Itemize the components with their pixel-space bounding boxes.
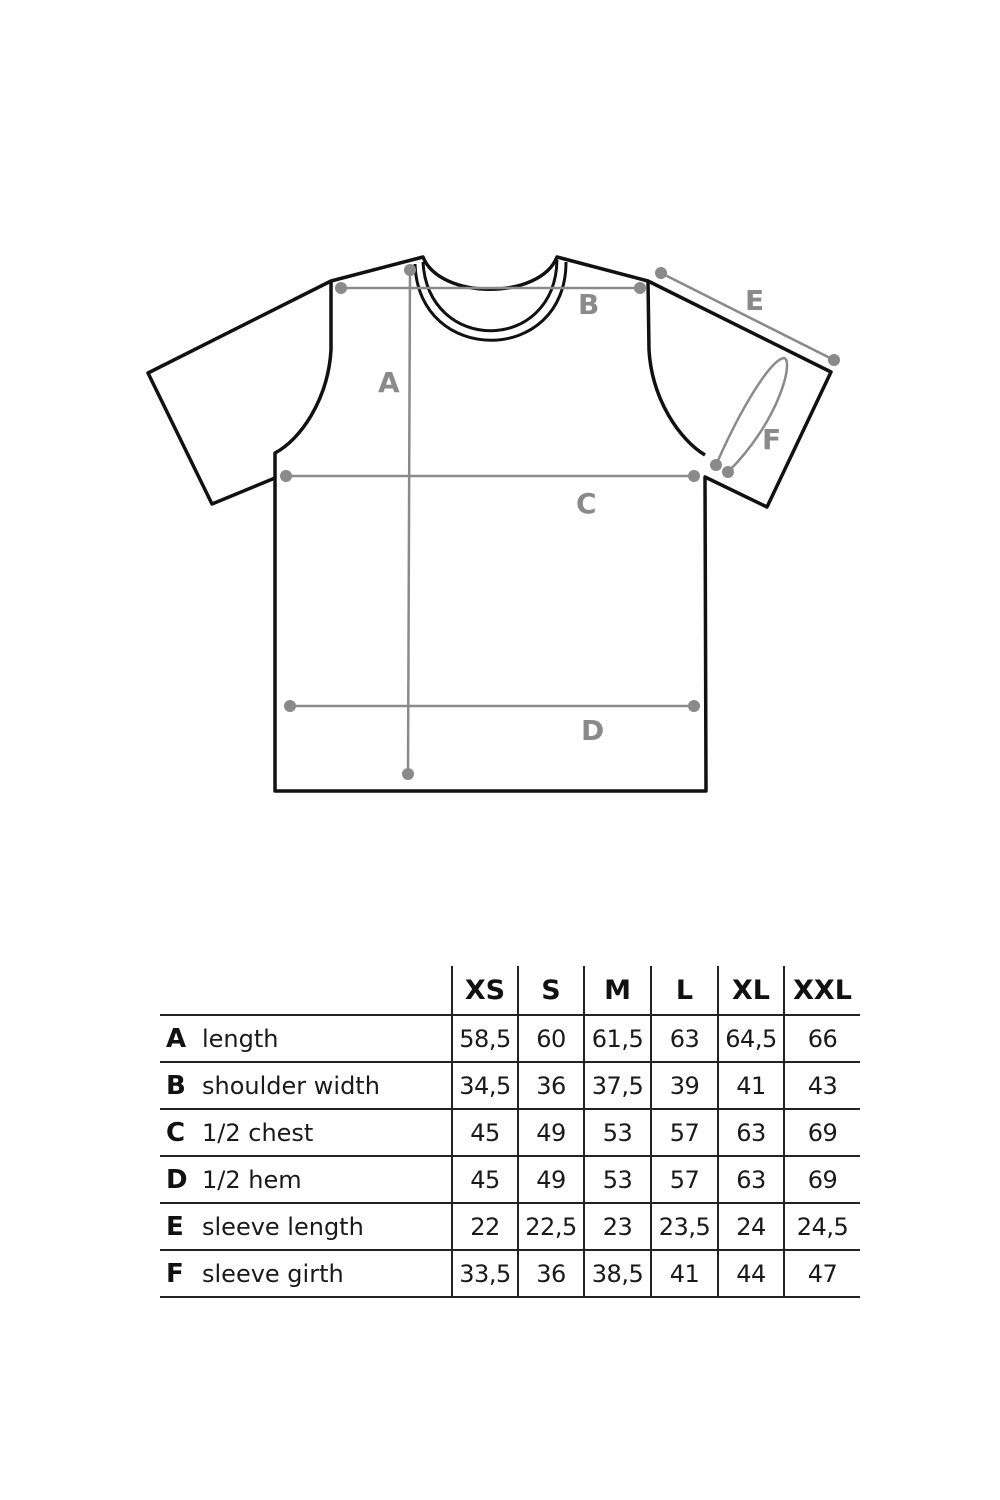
value-cell: 41 xyxy=(718,1062,784,1109)
table-row xyxy=(160,1156,860,1203)
value-cell: 69 xyxy=(784,1109,860,1156)
tshirt-outline xyxy=(275,257,831,791)
value-cell: 44 xyxy=(718,1250,784,1297)
size-table xyxy=(160,966,860,1298)
measure-e-start-dot xyxy=(655,267,667,279)
measure-name: shoulder width xyxy=(202,1071,380,1100)
measure-name-cell xyxy=(160,1109,452,1156)
measure-c-right-dot xyxy=(688,470,700,482)
measure-e-end-dot xyxy=(828,354,840,366)
measure-letter: D xyxy=(166,1164,188,1195)
table-row xyxy=(160,1109,860,1156)
size-header: XXL xyxy=(784,966,860,1015)
size-header: XS xyxy=(452,966,518,1015)
measure-name-cell xyxy=(160,1203,452,1250)
value-cell: 36 xyxy=(518,1062,584,1109)
value-cell: 64,5 xyxy=(718,1015,784,1062)
measure-letter: A xyxy=(166,1023,187,1054)
measure-name-cell xyxy=(160,1015,452,1062)
value-cell: 23 xyxy=(584,1203,651,1250)
label-a: A xyxy=(378,366,400,399)
measure-name-cell xyxy=(160,1156,452,1203)
measure-d-right-dot xyxy=(688,700,700,712)
measure-letter: F xyxy=(166,1258,184,1289)
measure-name-cell xyxy=(160,1062,452,1109)
size-header-row xyxy=(160,966,860,1015)
value-cell: 34,5 xyxy=(452,1062,518,1109)
label-e: E xyxy=(745,284,765,317)
measure-b-right-dot xyxy=(634,282,646,294)
measure-a-top-dot xyxy=(404,264,416,276)
measure-f-dot-2 xyxy=(722,466,734,478)
value-cell: 63 xyxy=(651,1015,718,1062)
measure-letter: B xyxy=(166,1070,186,1101)
measure-letter: E xyxy=(166,1211,184,1242)
value-cell: 49 xyxy=(518,1109,584,1156)
value-cell: 37,5 xyxy=(584,1062,651,1109)
measure-d-left-dot xyxy=(284,700,296,712)
value-cell: 66 xyxy=(784,1015,860,1062)
table-row xyxy=(160,1203,860,1250)
value-cell: 43 xyxy=(784,1062,860,1109)
value-cell: 63 xyxy=(718,1109,784,1156)
value-cell: 61,5 xyxy=(584,1015,651,1062)
value-cell: 36 xyxy=(518,1250,584,1297)
value-cell: 53 xyxy=(584,1109,651,1156)
value-cell: 23,5 xyxy=(651,1203,718,1250)
measure-letter: C xyxy=(166,1117,186,1148)
size-header: M xyxy=(584,966,651,1015)
value-cell: 53 xyxy=(584,1156,651,1203)
value-cell: 24 xyxy=(718,1203,784,1250)
value-cell: 22 xyxy=(452,1203,518,1250)
measure-name: 1/2 hem xyxy=(202,1165,302,1194)
table-row xyxy=(160,1015,860,1062)
label-f: F xyxy=(762,423,782,456)
size-header: S xyxy=(518,966,584,1015)
value-cell: 22,5 xyxy=(518,1203,584,1250)
label-d: D xyxy=(581,714,605,747)
measure-name: 1/2 chest xyxy=(202,1118,314,1147)
measure-name: sleeve girth xyxy=(202,1259,344,1288)
value-cell: 45 xyxy=(452,1156,518,1203)
value-cell: 39 xyxy=(651,1062,718,1109)
measure-name-cell xyxy=(160,1250,452,1297)
table-row xyxy=(160,1062,860,1109)
measure-b-left-dot xyxy=(335,282,347,294)
value-cell: 69 xyxy=(784,1156,860,1203)
measure-name: length xyxy=(202,1024,279,1053)
measure-f-dot-1 xyxy=(710,459,722,471)
label-b: B xyxy=(578,288,600,321)
value-cell: 45 xyxy=(452,1109,518,1156)
measure-name: sleeve length xyxy=(202,1212,364,1241)
value-cell: 38,5 xyxy=(584,1250,651,1297)
size-header: L xyxy=(651,966,718,1015)
value-cell: 57 xyxy=(651,1109,718,1156)
size-header: XL xyxy=(718,966,784,1015)
value-cell: 47 xyxy=(784,1250,860,1297)
value-cell: 41 xyxy=(651,1250,718,1297)
value-cell: 58,5 xyxy=(452,1015,518,1062)
value-cell: 63 xyxy=(718,1156,784,1203)
measure-c-left-dot xyxy=(280,470,292,482)
header-blank xyxy=(160,966,452,1015)
table-row xyxy=(160,1250,860,1297)
value-cell: 60 xyxy=(518,1015,584,1062)
value-cell: 33,5 xyxy=(452,1250,518,1297)
value-cell: 57 xyxy=(651,1156,718,1203)
value-cell: 24,5 xyxy=(784,1203,860,1250)
label-c: C xyxy=(576,487,597,520)
value-cell: 49 xyxy=(518,1156,584,1203)
measure-a-bottom-dot xyxy=(402,768,414,780)
